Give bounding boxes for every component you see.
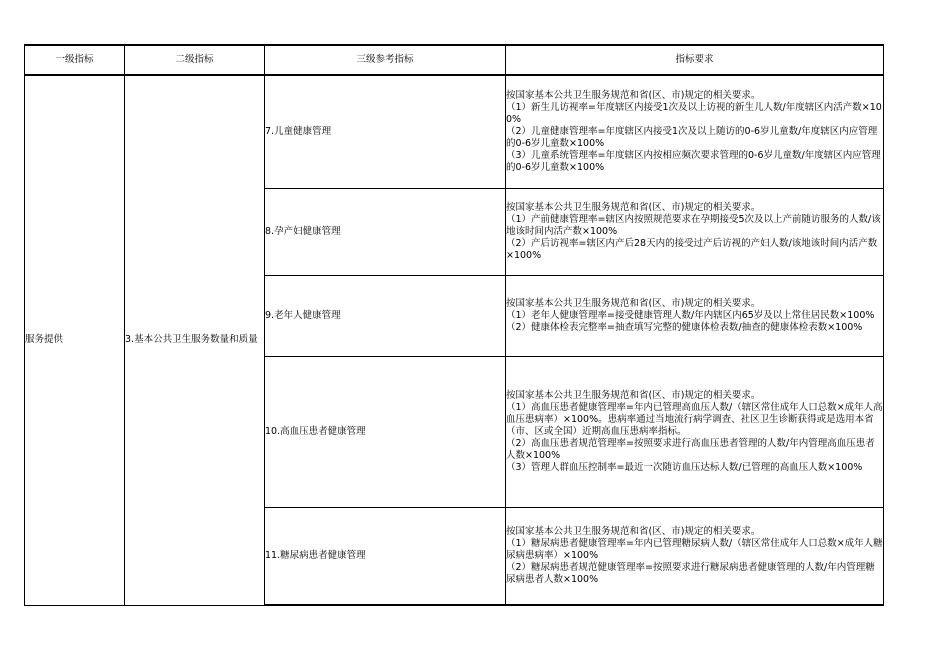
requirement-cell[interactable] [506, 189, 884, 276]
requirement-line: （1）新生儿访视率=年度辖区内接受1次及以上访视的新生儿人数/年度辖区内活产数×100% [506, 102, 882, 125]
level2-cell[interactable]: 3.基本公共卫生服务数量和质量 [125, 75, 265, 605]
level3-cell[interactable]: 10.高血压患者健康管理 [265, 357, 506, 508]
requirement-line: （2）糖尿病患者规范健康管理率=按照要求进行糖尿病患者健康管理的人数/年内管理糖尿病患者人数×100% [506, 562, 875, 585]
requirement-line: （1）糖尿病患者健康管理率=年内已管理糖尿病人数/（辖区常住成年人口总数×成年人糖尿病患病率）×100% [506, 538, 883, 561]
requirement-line: （2）儿童健康管理率=年度辖区内接受1次及以上随访的0-6岁儿童数/年度辖区内应管理的0-6岁儿童数×100% [506, 126, 878, 149]
requirement-line: 按国家基本公共卫生服务规范和省(区、市)规定的相关要求。 [506, 526, 761, 537]
requirement-line: （2）健康体检表完整率=抽查填写完整的健康体检表数/抽查的健康体检表数×100% [506, 322, 863, 333]
requirement-line: （2）产后访视率=辖区内产后28天内的接受过产后访视的产妇人数/该地该时间内活产数×100% [506, 238, 878, 261]
requirement-line: 按国家基本公共卫生服务规范和省(区、市)规定的相关要求。 [506, 90, 761, 101]
indicator-table [24, 44, 884, 606]
requirement-line: （1）产前健康管理率=辖区内按照规范要求在孕期接受5次及以上产前随访服务的人数/该地该时间内活产数×100% [506, 214, 881, 237]
requirement-line: （3）儿童系统管理率=年度辖区内按相应频次要求管理的0-6岁儿童数/年度辖区内应管理的0-6岁儿童数×100% [506, 150, 881, 173]
level3-cell[interactable]: 7.儿童健康管理 [265, 75, 506, 189]
requirement-cell[interactable] [506, 508, 884, 606]
header-level1[interactable]: 一级指标 [25, 45, 125, 75]
requirement-line: （1）高血压患者健康管理率=年内已管理高血压人数/（辖区常住成年人口总数×成年人高血压患病率）×100%。患病率通过当地流行病学调查、社区卫生诊断获得或是选用本省（市、区或全国）近期高血压患病率指标。 [506, 402, 883, 437]
requirement-line: （2）高血压患者规范管理率=按照要求进行高血压患者管理的人数/年内管理高血压患者人数×100% [506, 438, 875, 461]
level3-cell[interactable]: 11.糖尿病患者健康管理 [265, 508, 506, 606]
requirement-cell[interactable] [506, 357, 884, 508]
requirement-cell[interactable] [506, 276, 884, 357]
level1-cell[interactable]: 服务提供 [25, 75, 125, 605]
requirement-cell[interactable] [506, 75, 884, 189]
level3-cell[interactable]: 8.孕产妇健康管理 [265, 189, 506, 276]
header-requirements[interactable]: 指标要求 [506, 45, 884, 75]
header-level3[interactable]: 三级参考指标 [265, 45, 506, 75]
requirement-line: 按国家基本公共卫生服务规范和省(区、市)规定的相关要求。 [506, 298, 761, 309]
requirement-line: （1）老年人健康管理率=接受健康管理人数/年内辖区内65岁及以上常住居民数×100% [506, 310, 875, 321]
level3-cell[interactable]: 9.老年人健康管理 [265, 276, 506, 357]
requirement-line: 按国家基本公共卫生服务规范和省(区、市)规定的相关要求。 [506, 390, 761, 401]
requirement-line: （3）管理人群血压控制率=最近一次随访血压达标人数/已管理的高血压人数×100% [506, 462, 863, 473]
header-level2[interactable]: 二级指标 [125, 45, 265, 75]
header-row [25, 45, 884, 75]
requirement-line: 按国家基本公共卫生服务规范和省(区、市)规定的相关要求。 [506, 202, 761, 213]
table-row [25, 75, 884, 189]
